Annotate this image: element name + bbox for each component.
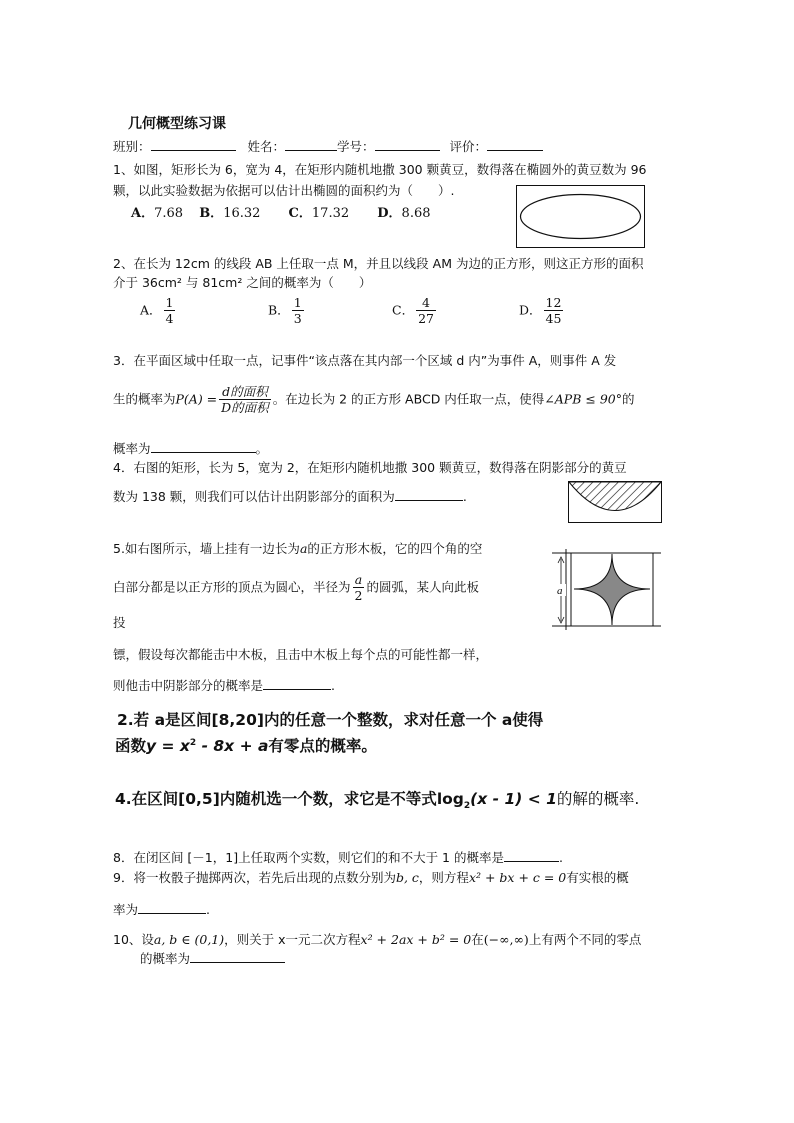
q9-line1: 9．将一枚骰子抛掷两次，若先后出现的点数分别为b, c，则方程x² + bx + c = 0有实根的概	[113, 870, 629, 885]
q4-answer-blank[interactable]	[395, 488, 463, 501]
q9-line2: 率为 .	[113, 902, 210, 917]
q2-option-d[interactable]: D． $\frac{12}{45}$	[519, 295, 562, 326]
q3-line3: 概率为 。	[113, 441, 269, 456]
q7-line: 4.在区间[0,5]内随机选一个数，求它是不等式$\log_2(x - 1) < 1$的解的概率.	[115, 790, 640, 812]
id-label: 学号：	[337, 139, 375, 154]
q5-answer-blank[interactable]	[263, 677, 331, 690]
student-info-header	[113, 138, 543, 155]
q1-line2: 颗，以此实验数据为依据可以估计出椭圆的面积约为（ ）.	[113, 183, 455, 198]
q5-line5: 则他击中阴影部分的概率是 .	[113, 678, 335, 693]
q2-option-a[interactable]: A． $\frac{1}{4}$	[140, 295, 174, 326]
figure-label-a: a	[557, 585, 563, 597]
q4-line2: 数为 138 颗，则我们可以估计出阴影部分的面积为 .	[113, 489, 467, 504]
q1-option-a[interactable]: A．7.68	[131, 206, 184, 221]
q2-line1: 2、在长为 12cm 的线段 AB 上任取一点 M，并且以线段 AM 为边的正方形，则这正方形的面积	[113, 256, 644, 271]
class-label: 班别：	[113, 139, 151, 154]
class-blank[interactable]	[151, 138, 236, 151]
q8-answer-blank[interactable]	[504, 849, 559, 862]
q2-option-b[interactable]: B． $\frac{1}{3}$	[268, 295, 302, 326]
q3-line2: 生的概率为P(A) = $\frac{\text{d的面积}}{\text{D的面积}}$ 。在边长为 2 的正方形 ABCD 内任取一点，使得∠APB ≤ 90°的	[113, 384, 635, 415]
name-blank[interactable]	[285, 138, 337, 151]
q3-line1: 3．在平面区域中任取一点，记事件“该点落在其内部一个区域 d 内”为事件 A，则事件 A 发	[113, 353, 617, 368]
q3-answer-blank[interactable]	[151, 440, 256, 453]
q2-option-c[interactable]: C． $\frac{4}{27}$	[392, 295, 434, 326]
q5-line4: 镖，假设每次都能击中木板，且击中木板上每个点的可能性都一样，	[113, 647, 489, 662]
q8-line: 8．在闭区间 [－1，1]上任取两个实数，则它们的和不大于 1 的概率是 .	[113, 850, 563, 865]
q5-line3: 投	[113, 615, 126, 630]
q5-line1: 5.如右图所示，墙上挂有一边长为a的正方形木板，它的四个角的空	[113, 541, 483, 556]
q1-option-b[interactable]: B．16.32	[199, 206, 261, 221]
q2-line2: 介于 36cm² 与 81cm² 之间的概率为（ ）	[113, 275, 372, 290]
eval-blank[interactable]	[487, 138, 543, 151]
q1-options	[131, 202, 431, 221]
q4-line1: 4．右图的矩形，长为 5，宽为 2，在矩形内随机地撒 300 颗黄豆，数得落在阴影部分的黄豆	[113, 460, 627, 475]
page-title: 几何概型练习课	[128, 116, 226, 132]
q6-line1: 2.若 a是区间[8,20]内的任意一个整数，求对任意一个 a使得	[117, 711, 544, 729]
q10-line2: 的概率为	[140, 950, 285, 967]
q5-line2: 白部分都是以正方形的顶点为圆心，半径为 $\frac{a}{2}$ 的圆弧，某人向此板	[113, 572, 479, 603]
figure-ellipse	[521, 195, 641, 239]
q1-option-c[interactable]: C．17.32	[288, 206, 350, 221]
id-blank[interactable]	[375, 138, 440, 151]
q9-answer-blank[interactable]	[138, 901, 206, 914]
q10-answer-blank[interactable]	[190, 950, 285, 963]
q4-shaded-rectangle-figure	[568, 481, 662, 523]
figure-shaded-region	[569, 482, 661, 511]
q1-rectangle-ellipse-figure	[516, 185, 645, 248]
name-label: 姓名：	[247, 139, 286, 154]
q1-line1: 1、如图，矩形长为 6，宽为 4，在矩形内随机地撒 300 颗黄豆，数得落在椭圆外的黄豆数为 96	[113, 162, 647, 177]
q1-option-d[interactable]: D．8.68	[377, 206, 431, 221]
q5-dartboard-figure	[552, 549, 661, 630]
figure-shaded-star	[574, 554, 650, 625]
eval-label: 评价：	[449, 139, 488, 154]
q6-line2: 函数$y = x^2 - 8x + a$有零点的概率。	[115, 737, 377, 755]
q10-line1: 10、设a, b ∈ (0,1)，则关于 x一元二次方程x² + 2ax + b² = 0在(−∞,∞)上有两个不同的零点	[113, 932, 642, 947]
